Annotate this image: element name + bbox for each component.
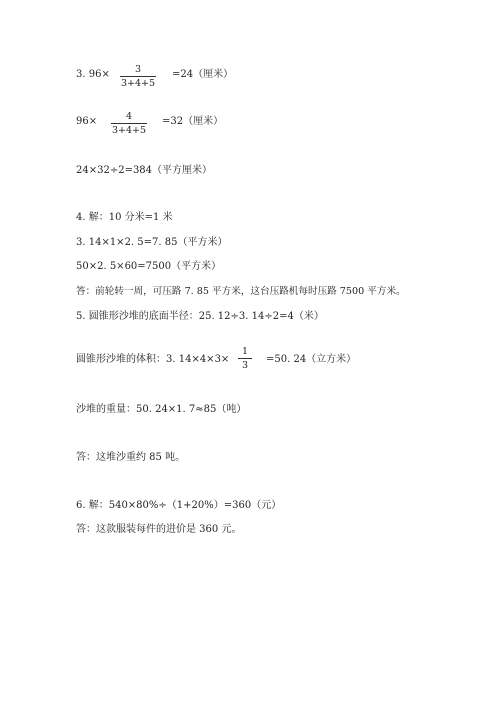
p4-line3: 50×2. 5×60=7500（平方米） bbox=[76, 261, 222, 272]
fraction-bar bbox=[238, 358, 252, 359]
fraction-denominator: 3+4+5 bbox=[120, 78, 156, 89]
fraction-numerator: 4 bbox=[125, 111, 133, 122]
fraction-numerator: 3 bbox=[134, 64, 142, 75]
fraction-bar bbox=[120, 76, 156, 77]
p5-line1: 5. 圆锥形沙堆的底面半径：25. 12÷3. 14÷2=4（米） bbox=[76, 311, 324, 322]
p5-line3: 沙堆的重量：50. 24×1. 7≈85（吨） bbox=[76, 404, 247, 415]
p4-line1: 4. 解：10 分米=1 米 bbox=[76, 212, 173, 223]
p4-line2: 3. 14×1×2. 5=7. 85（平方米） bbox=[76, 237, 228, 248]
fraction-numerator: 1 bbox=[241, 346, 249, 357]
p4-answer: 答：前轮转一周，可压路 7. 85 平方米，这台压路机每时压路 7500 平方米。 bbox=[76, 286, 406, 297]
p3-line1-prefix: 3. 96× bbox=[76, 69, 110, 80]
p5-line2-suffix: =50. 24（立方米） bbox=[266, 354, 357, 365]
fraction-bar bbox=[111, 123, 147, 124]
p5-line2-fraction bbox=[238, 346, 252, 371]
fraction-denominator: 3 bbox=[241, 360, 249, 371]
p5-answer: 答：这堆沙重约 85 吨。 bbox=[76, 452, 186, 463]
p6-line1: 6. 解：540×80%÷（1+20%）=360（元） bbox=[76, 500, 282, 511]
p3-line2-fraction bbox=[111, 111, 147, 136]
p3-line1-suffix: =24（厘米） bbox=[172, 69, 234, 80]
p6-answer: 答：这款服装每件的进价是 360 元。 bbox=[76, 524, 242, 535]
fraction-denominator: 3+4+5 bbox=[111, 125, 147, 136]
p3-line1-fraction bbox=[120, 64, 156, 89]
p3-line2-prefix: 96× bbox=[76, 116, 98, 127]
p5-line2-prefix: 圆锥形沙堆的体积：3. 14×4×3× bbox=[76, 354, 230, 365]
p3-line3: 24×32÷2=384（平方厘米） bbox=[76, 165, 213, 176]
p3-line2-suffix: =32（厘米） bbox=[162, 116, 224, 127]
